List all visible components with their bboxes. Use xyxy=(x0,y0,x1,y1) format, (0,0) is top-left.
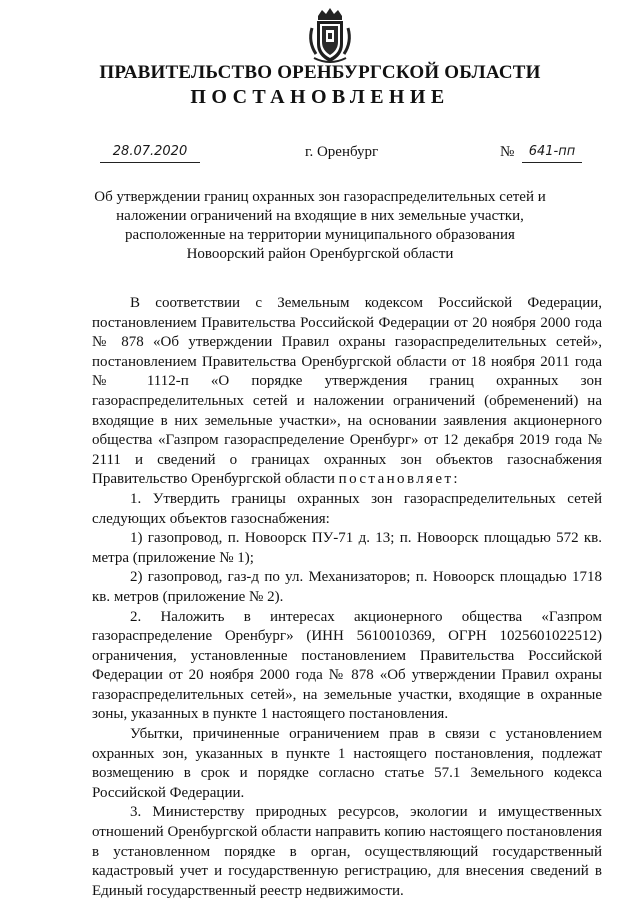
document-subject xyxy=(60,188,580,264)
paragraph-1-item-2: 2) газопровод, газ-д по ул. Механизаторов; п. Новоорск площадью 1718 кв. метров (приложение № 2). xyxy=(92,569,602,605)
document-body xyxy=(92,294,602,901)
decree-word: постановляет: xyxy=(338,471,461,488)
city-name: г. Оренбург xyxy=(305,144,379,160)
paragraph-2: 2. Наложить в интересах акционерного общества «Газпром газораспределение Оренбург» (ИНН 5610010369, ОГРН 1025601022512) ограничения, установленные постановлением Правительства Российской Федерации от 20 ноября 2000 года № 878 «Об утверждении Правил охраны газораспределительных сетей», на земельные участки, входящие в охранные зоны, указанных в пункте 1 настоящего постановления. xyxy=(92,608,602,723)
paragraph-2-losses: Убытки, причиненные ограничением прав в связи с установлением охранных зон, указанных в пункте 1 настоящего постановления, подлежат возмещению в срок и порядке согласно статье 57.1 Земельного кодекса Российской Федерации. xyxy=(92,726,602,801)
intro-paragraph xyxy=(92,294,602,490)
subject-line: Об утверждении границ охранных зон газораспределительных сетей и xyxy=(94,189,546,205)
intro-text: В соответствии с Земельным кодексом Российской Федерации, постановлением Правительства Российской Федерации от 20 ноября 2000 года № 878 «Об утверждении Правил охраны газораспределительных сетей», постановлением Правительства Оренбургской области от 18 ноября 2011 года № 1112-п «О порядке утверждения границ охранных зон газораспределительных сетей и наложении ограничений (обременений) на входящие в них земельные участки», на основании заявления акционерного общества «Газпром газораспределение Оренбург» от 12 декабря 2019 года № 2111 и сведений о границах охранных зон объектов газоснабжения Правительство Оренбургской области xyxy=(92,295,602,488)
government-title: ПРАВИТЕЛЬСТВО ОРЕНБУРГСКОЙ ОБЛАСТИ xyxy=(99,62,541,83)
subject-line: расположенные на территории муниципального образования xyxy=(125,227,515,243)
number-sign: № xyxy=(500,144,515,160)
subject-line: наложении ограничений на входящие в них земельные участки, xyxy=(116,208,524,224)
document-number-field xyxy=(500,142,590,162)
paragraph-1: 1. Утвердить границы охранных зон газораспределительных сетей следующих объектов газоснабжения: xyxy=(92,490,602,527)
document-number: 641-пп xyxy=(528,144,576,159)
subject-line: Новоорский район Оренбургской области xyxy=(186,246,454,262)
document-type: ПОСТАНОВЛЕНИЕ xyxy=(190,86,450,108)
document-date-field xyxy=(100,142,200,163)
coat-of-arms-icon xyxy=(300,6,360,66)
document-date: 28.07.2020 xyxy=(112,144,188,159)
paragraph-3: 3. Министерству природных ресурсов, экологии и имущественных отношений Оренбургской области направить копию настоящего постановления в установленном порядке в орган, осуществляющий государственный кадастровый учет и государственную регистрацию, для внесения сведений в Единый государственный реестр недвижимости. xyxy=(92,804,602,899)
paragraph-1-item-1: 1) газопровод, п. Новоорск ПУ-71 д. 13; п. Новоорск площадью 572 кв. метра (приложение № 1); xyxy=(92,530,602,566)
document-number-line xyxy=(522,142,582,163)
